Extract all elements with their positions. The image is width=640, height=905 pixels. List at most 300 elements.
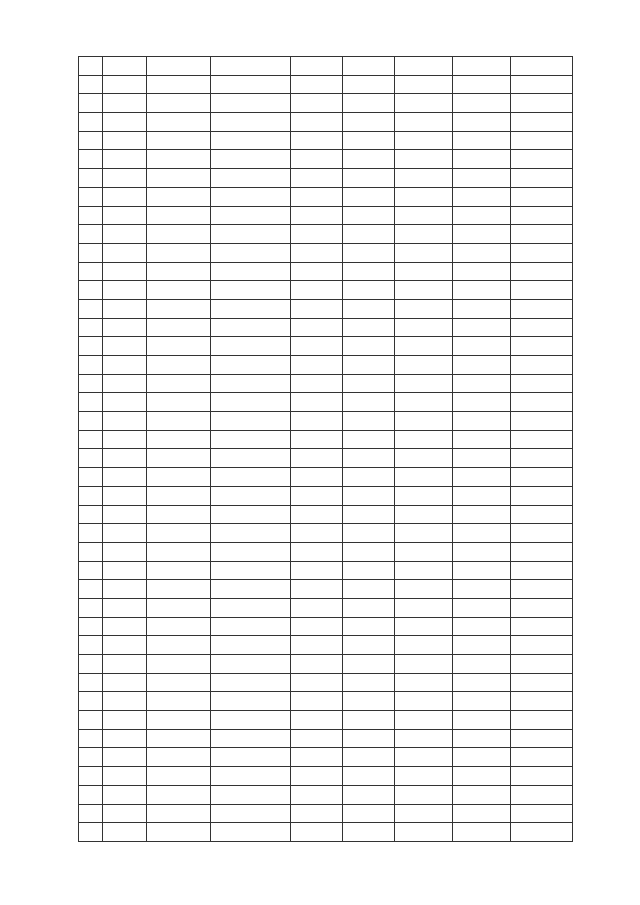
value-cell [453,150,511,169]
unit-cell [395,131,453,150]
total-cell [511,542,573,561]
total-cell [511,673,573,692]
land-category-cell [211,711,291,730]
table-row [79,113,573,132]
total-cell [511,505,573,524]
total-cell [511,823,573,842]
area-cell [343,430,395,449]
area-cell [343,75,395,94]
land-category-cell [211,655,291,674]
permitted-use-cell [291,430,343,449]
area-cell [343,785,395,804]
area-cell [343,318,395,337]
row-number-cell [79,206,103,225]
permitted-use-cell [291,617,343,636]
row-number-cell [79,318,103,337]
unit-cell [395,57,453,76]
unit-cell [395,524,453,543]
area-cell [343,524,395,543]
permitted-use-cell [291,113,343,132]
area-cell [343,468,395,487]
cadastral-number-cell [103,823,147,842]
address-cell [147,505,211,524]
value-cell [453,617,511,636]
area-cell [343,281,395,300]
value-cell [453,636,511,655]
permitted-use-cell [291,374,343,393]
land-category-cell [211,748,291,767]
address-cell [147,94,211,113]
row-number-cell [79,673,103,692]
cadastral-number-cell [103,356,147,375]
total-cell [511,299,573,318]
area-cell [343,356,395,375]
address-cell [147,692,211,711]
unit-cell [395,785,453,804]
land-category-cell [211,430,291,449]
table-row [79,524,573,543]
unit-cell [395,692,453,711]
table-row [79,169,573,188]
area-cell [343,729,395,748]
row-number-cell [79,729,103,748]
table-row [79,692,573,711]
total-cell [511,561,573,580]
land-category-cell [211,692,291,711]
unit-cell [395,580,453,599]
table-row [79,430,573,449]
address-cell [147,729,211,748]
row-number-cell [79,337,103,356]
cadastral-number-cell [103,393,147,412]
unit-cell [395,374,453,393]
total-cell [511,598,573,617]
cadastral-number-cell [103,94,147,113]
total-cell [511,169,573,188]
address-cell [147,748,211,767]
table-row [79,449,573,468]
total-cell [511,692,573,711]
permitted-use-cell [291,748,343,767]
address-cell [147,617,211,636]
address-cell [147,150,211,169]
cadastral-number-cell [103,374,147,393]
cadastral-number-cell [103,729,147,748]
permitted-use-cell [291,711,343,730]
cadastral-number-cell [103,804,147,823]
unit-cell [395,767,453,786]
area-cell [343,206,395,225]
permitted-use-cell [291,225,343,244]
area-cell [343,225,395,244]
table-row [79,804,573,823]
unit-cell [395,318,453,337]
cadastral-number-cell [103,449,147,468]
unit-cell [395,94,453,113]
value-cell [453,412,511,431]
land-category-cell [211,393,291,412]
address-cell [147,486,211,505]
table-row [79,75,573,94]
area-cell [343,262,395,281]
area-cell [343,804,395,823]
area-cell [343,598,395,617]
total-cell [511,57,573,76]
area-cell [343,673,395,692]
total-cell [511,711,573,730]
land-category-cell [211,804,291,823]
table-row [79,150,573,169]
cadastral-number-cell [103,225,147,244]
cadastral-number-cell [103,187,147,206]
address-cell [147,337,211,356]
total-cell [511,356,573,375]
row-number-cell [79,542,103,561]
value-cell [453,561,511,580]
unit-cell [395,729,453,748]
table-row [79,206,573,225]
land-category-cell [211,767,291,786]
value-cell [453,449,511,468]
cadastral-number-cell [103,131,147,150]
land-category-cell [211,785,291,804]
total-cell [511,206,573,225]
area-cell [343,412,395,431]
row-number-cell [79,356,103,375]
value-cell [453,187,511,206]
value-cell [453,318,511,337]
address-cell [147,169,211,188]
row-number-cell [79,75,103,94]
permitted-use-cell [291,299,343,318]
row-number-cell [79,225,103,244]
land-category-cell [211,356,291,375]
cadastral-number-cell [103,262,147,281]
total-cell [511,804,573,823]
permitted-use-cell [291,505,343,524]
cadastral-number-cell [103,75,147,94]
unit-cell [395,430,453,449]
row-number-cell [79,561,103,580]
permitted-use-cell [291,393,343,412]
permitted-use-cell [291,468,343,487]
row-number-cell [79,374,103,393]
cadastral-number-cell [103,524,147,543]
area-cell [343,449,395,468]
total-cell [511,318,573,337]
row-number-cell [79,692,103,711]
address-cell [147,449,211,468]
permitted-use-cell [291,356,343,375]
address-cell [147,131,211,150]
unit-cell [395,150,453,169]
value-cell [453,225,511,244]
cadastral-number-cell [103,281,147,300]
value-cell [453,75,511,94]
address-cell [147,57,211,76]
table-row [79,748,573,767]
permitted-use-cell [291,187,343,206]
table-row [79,617,573,636]
value-cell [453,299,511,318]
table-row [79,225,573,244]
total-cell [511,225,573,244]
address-cell [147,767,211,786]
table-row [79,94,573,113]
address-cell [147,561,211,580]
unit-cell [395,823,453,842]
address-cell [147,711,211,730]
table-row [79,374,573,393]
value-cell [453,468,511,487]
unit-cell [395,187,453,206]
land-category-cell [211,225,291,244]
total-cell [511,617,573,636]
value-cell [453,262,511,281]
permitted-use-cell [291,131,343,150]
total-cell [511,655,573,674]
land-category-cell [211,337,291,356]
cadastral-number-cell [103,206,147,225]
total-cell [511,580,573,599]
area-cell [343,580,395,599]
total-cell [511,94,573,113]
land-category-cell [211,561,291,580]
row-number-cell [79,711,103,730]
row-number-cell [79,150,103,169]
cadastral-number-cell [103,318,147,337]
area-cell [343,299,395,318]
total-cell [511,187,573,206]
total-cell [511,131,573,150]
row-number-cell [79,113,103,132]
unit-cell [395,412,453,431]
total-cell [511,748,573,767]
total-cell [511,113,573,132]
area-cell [343,748,395,767]
value-cell [453,505,511,524]
permitted-use-cell [291,598,343,617]
land-category-cell [211,262,291,281]
unit-cell [395,206,453,225]
total-cell [511,468,573,487]
permitted-use-cell [291,243,343,262]
land-category-cell [211,412,291,431]
cadastral-number-cell [103,486,147,505]
land-category-cell [211,486,291,505]
row-number-cell [79,486,103,505]
land-category-cell [211,542,291,561]
unit-cell [395,75,453,94]
row-number-cell [79,131,103,150]
cadastral-number-cell [103,785,147,804]
cadastral-number-cell [103,580,147,599]
unit-cell [395,281,453,300]
address-cell [147,113,211,132]
address-cell [147,356,211,375]
total-cell [511,785,573,804]
total-cell [511,729,573,748]
table-row [79,412,573,431]
address-cell [147,318,211,337]
area-cell [343,243,395,262]
address-cell [147,393,211,412]
row-number-cell [79,524,103,543]
table-row [79,673,573,692]
row-number-cell [79,243,103,262]
row-number-cell [79,393,103,412]
land-category-cell [211,150,291,169]
value-cell [453,785,511,804]
land-category-cell [211,187,291,206]
land-category-cell [211,580,291,599]
area-cell [343,767,395,786]
unit-cell [395,299,453,318]
cadastral-number-cell [103,57,147,76]
land-category-cell [211,206,291,225]
cadastral-number-cell [103,243,147,262]
value-cell [453,542,511,561]
table-row [79,561,573,580]
row-number-cell [79,748,103,767]
land-category-cell [211,113,291,132]
unit-cell [395,748,453,767]
row-number-cell [79,449,103,468]
value-cell [453,524,511,543]
land-category-cell [211,299,291,318]
address-cell [147,412,211,431]
value-cell [453,281,511,300]
cadastral-number-cell [103,617,147,636]
area-cell [343,169,395,188]
row-number-cell [79,94,103,113]
permitted-use-cell [291,542,343,561]
address-cell [147,636,211,655]
permitted-use-cell [291,486,343,505]
address-cell [147,524,211,543]
address-cell [147,281,211,300]
table-row [79,393,573,412]
permitted-use-cell [291,673,343,692]
table-row [79,337,573,356]
table-row [79,655,573,674]
unit-cell [395,804,453,823]
permitted-use-cell [291,449,343,468]
area-cell [343,692,395,711]
address-cell [147,430,211,449]
unit-cell [395,393,453,412]
row-number-cell [79,655,103,674]
cadastral-number-cell [103,655,147,674]
permitted-use-cell [291,262,343,281]
table-row [79,281,573,300]
permitted-use-cell [291,412,343,431]
cadastral-number-cell [103,430,147,449]
permitted-use-cell [291,206,343,225]
table-row [79,243,573,262]
table-row [79,729,573,748]
value-cell [453,243,511,262]
area-cell [343,131,395,150]
area-cell [343,113,395,132]
total-cell [511,486,573,505]
total-cell [511,449,573,468]
permitted-use-cell [291,318,343,337]
table-row [79,711,573,730]
unit-cell [395,449,453,468]
table-row [79,57,573,76]
total-cell [511,75,573,94]
area-cell [343,187,395,206]
row-number-cell [79,187,103,206]
address-cell [147,673,211,692]
value-cell [453,486,511,505]
land-category-cell [211,823,291,842]
land-category-cell [211,281,291,300]
table-row [79,785,573,804]
row-number-cell [79,598,103,617]
value-cell [453,430,511,449]
land-category-cell [211,505,291,524]
unit-cell [395,617,453,636]
cadastral-number-cell [103,561,147,580]
table-row [79,636,573,655]
value-cell [453,729,511,748]
permitted-use-cell [291,150,343,169]
total-cell [511,636,573,655]
total-cell [511,262,573,281]
area-cell [343,823,395,842]
value-cell [453,131,511,150]
value-cell [453,374,511,393]
total-cell [511,393,573,412]
value-cell [453,94,511,113]
address-cell [147,655,211,674]
land-category-cell [211,468,291,487]
value-cell [453,598,511,617]
row-number-cell [79,430,103,449]
total-cell [511,430,573,449]
permitted-use-cell [291,524,343,543]
table-row [79,823,573,842]
address-cell [147,580,211,599]
permitted-use-cell [291,823,343,842]
row-number-cell [79,57,103,76]
address-cell [147,785,211,804]
address-cell [147,823,211,842]
area-cell [343,505,395,524]
permitted-use-cell [291,57,343,76]
total-cell [511,281,573,300]
row-number-cell [79,281,103,300]
row-number-cell [79,636,103,655]
address-cell [147,542,211,561]
unit-cell [395,711,453,730]
cadastral-number-cell [103,337,147,356]
area-cell [343,57,395,76]
cadastral-number-cell [103,169,147,188]
value-cell [453,692,511,711]
row-number-cell [79,299,103,318]
value-cell [453,169,511,188]
row-number-cell [79,262,103,281]
value-cell [453,57,511,76]
cadastral-number-cell [103,412,147,431]
permitted-use-cell [291,804,343,823]
permitted-use-cell [291,75,343,94]
unit-cell [395,337,453,356]
land-category-cell [211,673,291,692]
